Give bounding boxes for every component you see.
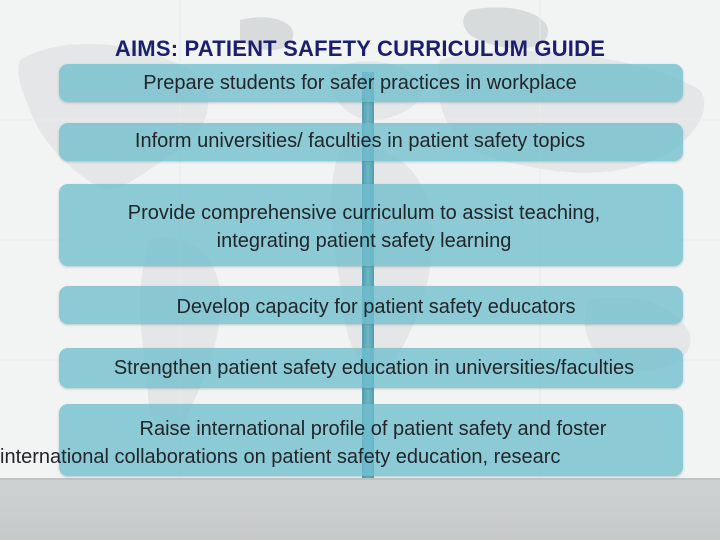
aim-text-6-line-2: international collaborations on patient safety education, researc <box>0 446 561 468</box>
page-title: AIMS: PATIENT SAFETY CURRICULUM GUIDE <box>114 36 606 61</box>
aim-text-5: Strengthen patient safety education in universities/faculties <box>113 357 635 379</box>
aim-box-3 <box>59 184 683 266</box>
aim-text-6-line-1: Raise international profile of patient safety and foster <box>139 418 607 440</box>
aim-text-3-line-2: integrating patient safety learning <box>216 230 512 252</box>
aim-text-3-line-1: Provide comprehensive curriculum to assist teaching, <box>127 202 601 224</box>
aim-text-2: Inform universities/ faculties in patient safety topics <box>134 130 586 152</box>
aim-text-1: Prepare students for safer practices in workplace <box>143 72 577 94</box>
bottom-band <box>0 478 720 540</box>
aim-text-4: Develop capacity for patient safety educators <box>176 296 576 318</box>
